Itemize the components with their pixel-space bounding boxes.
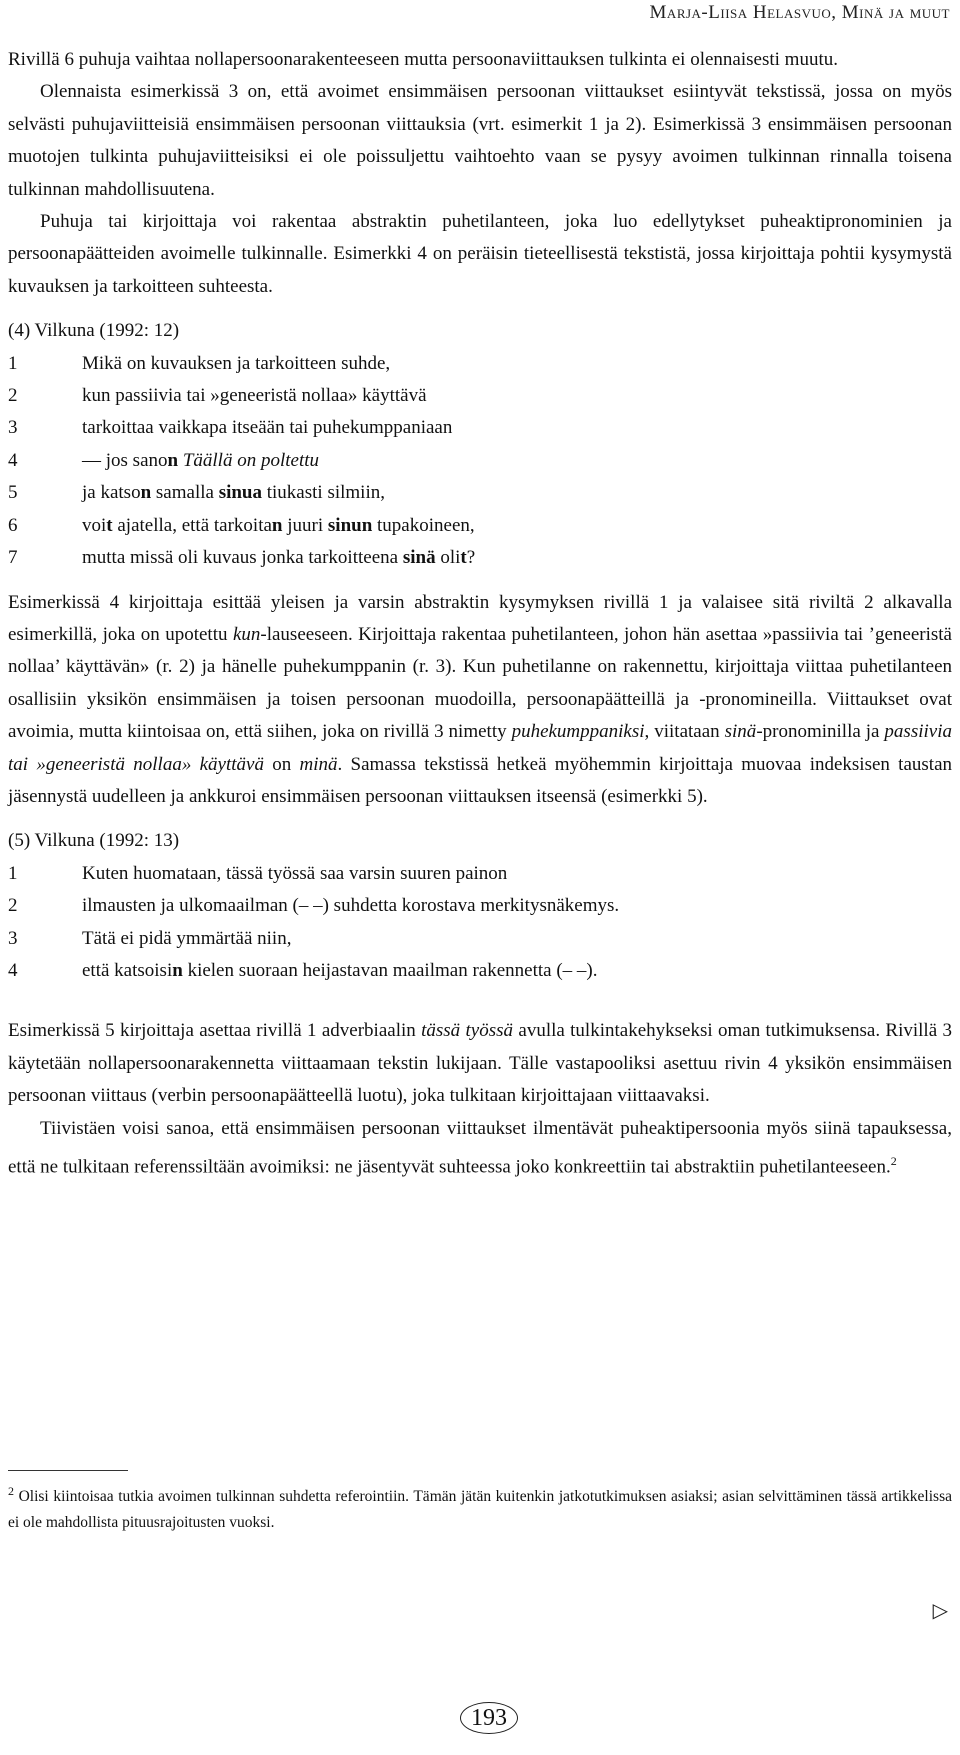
example-line <box>8 380 952 412</box>
line-text: ja katson samalla sinua tiukasti silmiin, <box>82 482 385 504</box>
line-number: 1 <box>8 352 18 374</box>
line-number: 2 <box>8 385 18 407</box>
example-line <box>8 510 952 542</box>
line-number: 3 <box>8 927 18 949</box>
example-line <box>8 542 952 574</box>
footnote-divider <box>8 1470 128 1471</box>
example-4 <box>8 315 952 574</box>
line-text: voit ajatella, että tarkoitan juuri sinun tupakoineen, <box>82 514 475 536</box>
line-text: ilmausten ja ulkomaailman (– –) suhdetta korostava merkitysnäkemys. <box>82 895 620 917</box>
page-number: 193 <box>460 1702 518 1734</box>
triangle-right-icon: ▷ <box>932 1600 948 1622</box>
line-text: Kuten huomataan, tässä työssä saa varsin suuren painon <box>82 862 508 884</box>
line-number: 6 <box>8 514 18 536</box>
line-text: Mikä on kuvauksen ja tarkoitteen suhde, <box>82 352 391 374</box>
line-number: 5 <box>8 482 18 504</box>
paragraph: Puhuja tai kirjoittaja voi rakentaa abstraktin puhetilanteen, joka luo edellytykset puheaktipronominien ja persoonapäätteiden avoimelle tulkinnalle. Esimerkki 4 on peräisin tieteellisestä tekstistä, jossa kirjoittaja pohtii kysymystä kuvauksen ja tarkoitteen suhteesta. <box>8 211 952 297</box>
footnote-reference[interactable]: 2 <box>890 1154 897 1168</box>
line-number: 7 <box>8 547 18 569</box>
line-text: kun passiivia tai »geneeristä nollaa» käyttävä <box>82 385 427 407</box>
paragraph: Esimerkissä 5 kirjoittaja asettaa rivillä 1 adverbiaalin tässä työssä avulla tulkintakehykseksi oman tutkimuksensa. Rivillä 3 käytetään nollapersoonarakennetta viittaamaan tekstin lukijaan. Tälle vastapooliksi asettuu rivin 4 yksikön ensimmäisen persoonan viittaus (verbin persoonapäätteellä luotu), joka tulkitaan kirjoittajaan viittaavaksi. <box>8 1020 952 1107</box>
line-number: 3 <box>8 417 18 439</box>
line-text: tarkoittaa vaikkapa itseään tai puhekumppaniaan <box>82 417 453 439</box>
footnote-number: 2 <box>8 1484 14 1498</box>
footnote <box>8 1478 952 1536</box>
example-line <box>8 858 952 890</box>
line-text: mutta missä oli kuvaus jonka tarkoitteena sinä olit? <box>82 547 476 569</box>
line-number: 4 <box>8 959 18 981</box>
paragraph: Olennaista esimerkissä 3 on, että avoimet ensimmäisen persoonan viittaukset esiintyvät tekstissä, jossa on myös selvästi puhujaviitteisiä ensimmäisen persoonan viittauksia (vrt. esimerkit 1 ja 2). Esimerkissä 3 ensimmäisen persoonan muotojen tulkinta puhujaviitteisiksi ei ole poissuljettu vaihtoehto vaan se pysyy avoimen tulkinnan rinnalla toisena tulkinnan mahdollisuutena. <box>8 81 952 200</box>
line-number: 1 <box>8 862 18 884</box>
example-title: (4) Vilkuna (1992: 12) <box>8 320 180 342</box>
paragraph: Rivillä 6 puhuja vaihtaa nollapersoonarakenteeseen mutta persoonaviittauksen tulkinta ei olennaisesti muutu. <box>8 49 838 70</box>
line-text: Tätä ei pidä ymmärtää niin, <box>82 927 292 949</box>
example-line <box>8 955 952 987</box>
example-line <box>8 412 952 444</box>
line-number: 2 <box>8 895 18 917</box>
footnote-text: Olisi kiintoisaa tutkia avoimen tulkinnan suhdetta referointiin. Tämän jätän kuitenkin jatkotutkimuksen asiaksi; asian selvittäminen tässä artikkelissa ei ole mahdollista pituusrajoitusten vuoksi. <box>8 1488 952 1532</box>
paragraph: Esimerkissä 4 kirjoittaja esittää yleisen ja varsin abstraktin kysymyksen rivillä 1 ja valaisee sitä riviltä 2 alkavalla esimerkillä, joka on upotettu kun-lauseeseen. Kirjoittaja rakentaa puhetilanteen, johon hän asettaa »passiivia tai ’geneeristä nollaa’ käyttävän» (r. 2) ja hänelle puhekumppanin (r. 3). Kun puhetilanne on rakennettu, kirjoittaja viittaa puhetilanteen osallisiin yksikön ensimmäisen ja toisen persoonan muodoilla, persoonapäätteillä ja -pronomineilla. Viittaukset ovat avoimia, mutta kiintoisaa on, että siihen, joka on rivillä 3 nimetty puhekumppaniksi, viitataan sinä-pronominilla ja passiivia tai »geneeristä nollaa» käyttävä on minä. Samassa tekstissä hetkeä myöhemmin kirjoittaja muovaa indeksisen taustan jäsennystä uudelleen ja ankkuroi ensimmäisen persoonan viittauksen itseensä (esimerkki 5). <box>8 591 952 807</box>
example-line <box>8 923 952 955</box>
example-line <box>8 477 952 509</box>
example-5 <box>8 825 952 987</box>
running-header: Marja-Liisa Helasvuo, Minä ja muut <box>649 2 950 23</box>
example-title: (5) Vilkuna (1992: 13) <box>8 830 180 852</box>
example-line <box>8 348 952 380</box>
line-text: — jos sanon Täällä on poltettu <box>82 449 320 471</box>
line-text: että katsoisin kielen suoraan heijastavan maailman rakennetta (– –). <box>82 959 598 981</box>
example-line <box>8 890 952 922</box>
example-line <box>8 445 952 477</box>
line-number: 4 <box>8 449 18 471</box>
paragraph: Tiivistäen voisi sanoa, että ensimmäisen persoonan viittaukset ilmentävät puheaktipersoonia myös siinä tapauksessa, että ne tulkitaan referenssiltään avoimiksi: ne jäsentyvät suhteessa joko konkreettiin tai abstraktiin puhetilanteeseen.$^2$ <box>8 1117 952 1178</box>
body-text <box>8 44 952 1184</box>
